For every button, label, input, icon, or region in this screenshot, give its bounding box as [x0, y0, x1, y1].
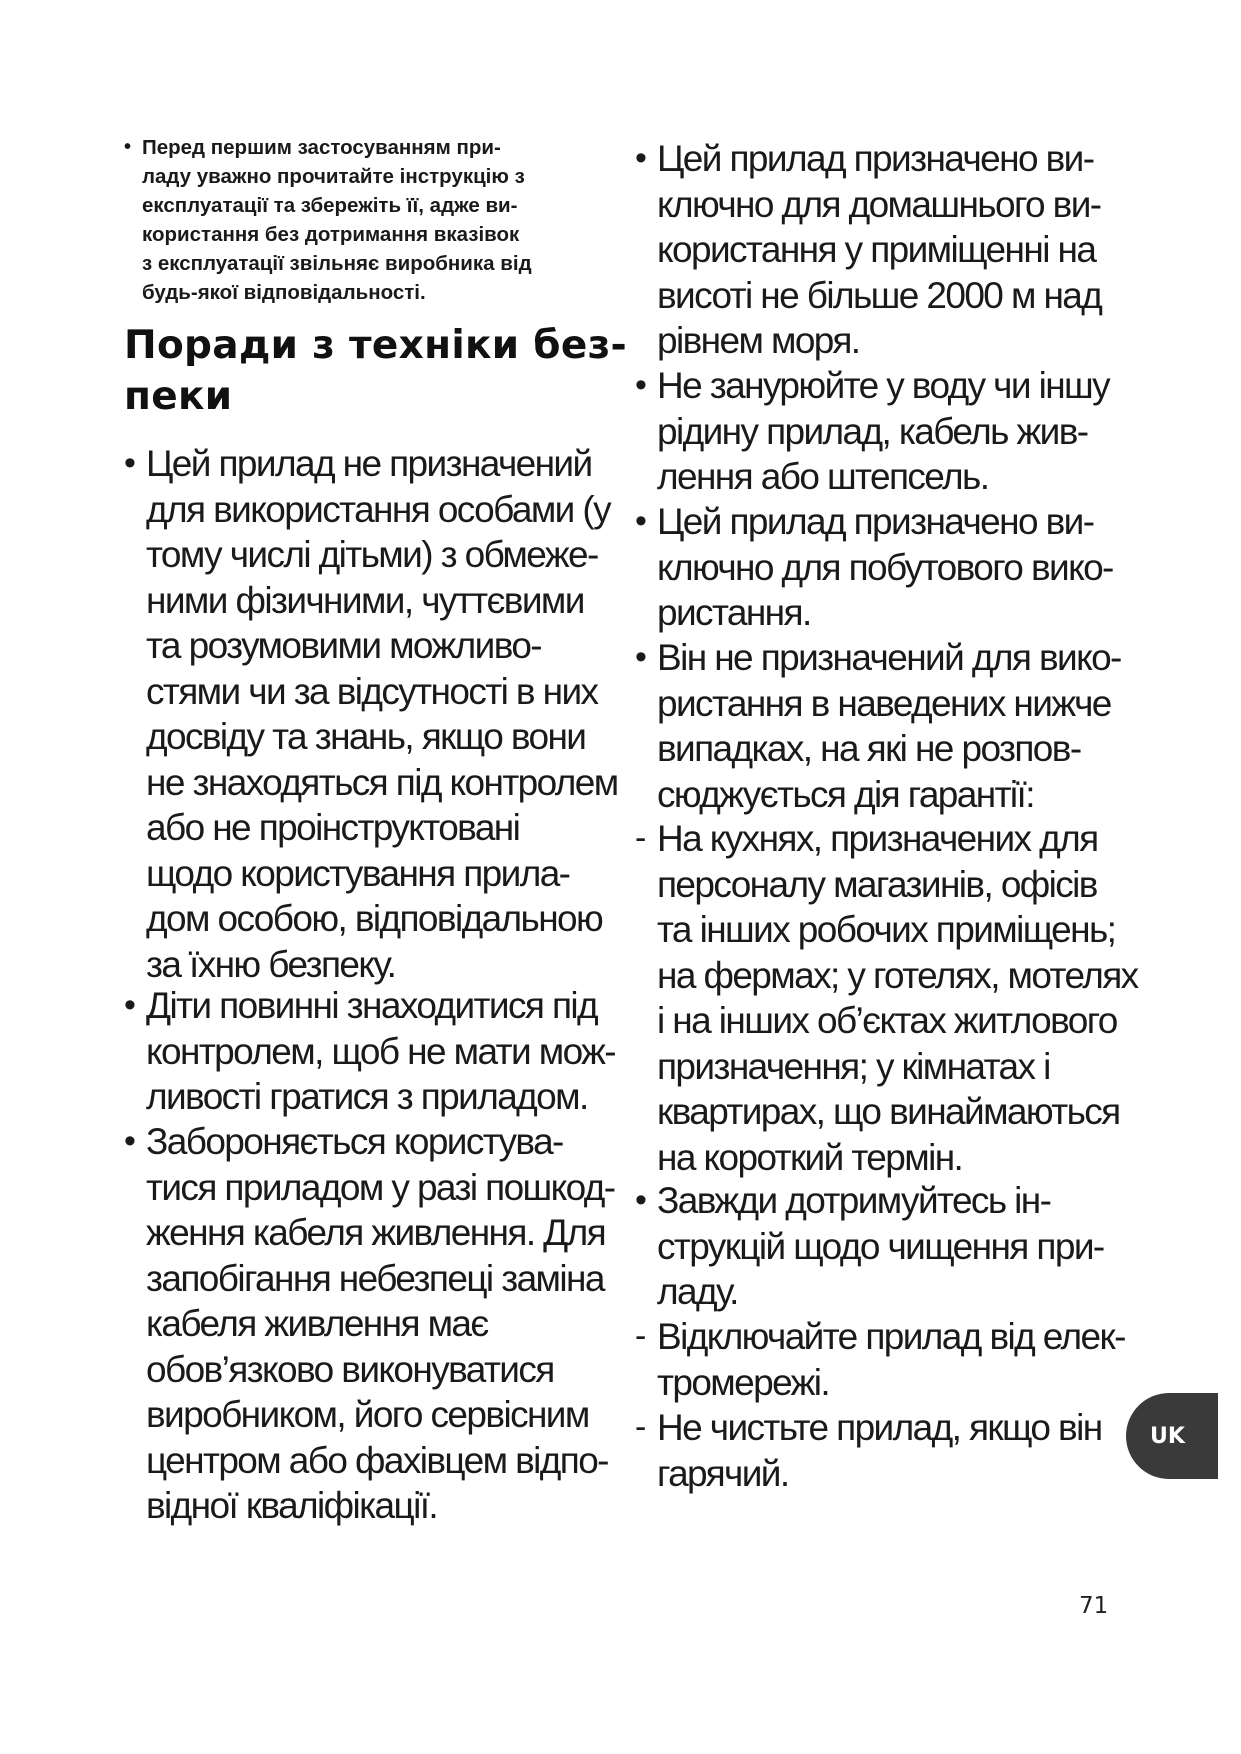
text-line: запобігання небезпеці заміна [146, 1257, 604, 1299]
text-line: Перед першим застосуванням при- [142, 136, 501, 159]
text-line: не знаходяться під контролем [146, 761, 618, 803]
text-line: Цей прилад призначено ви- [657, 501, 1094, 542]
bullet-marker: • [124, 1122, 135, 1160]
text-line: призначення; у кімнатах і [657, 1045, 1050, 1087]
text-line: ження кабеля живлення. Для [146, 1212, 606, 1253]
text-line: випадках, на які не розпов- [657, 728, 1081, 769]
text-line: експлуатації та збережіть її, адже ви- [142, 194, 518, 217]
text-line: виробником, його сервісним [146, 1394, 589, 1435]
text-line: досвіду та знань, якщо вони [146, 716, 586, 757]
text-line: струкцій щодо чищення при- [657, 1225, 1104, 1267]
text-line: рідину прилад, кабель жив- [657, 410, 1088, 452]
text-line: стями чи за відсутності в них [146, 670, 598, 712]
bullet-marker: • [124, 136, 132, 158]
dash-marker: - [635, 1408, 645, 1446]
text-line: та інших робочих приміщень; [657, 909, 1116, 950]
text-line: сюджується дія гарантії: [657, 773, 1034, 815]
text-line: за їхню безпеку. [146, 943, 396, 985]
text-line: ключно для побутового вико- [657, 546, 1113, 588]
text-line: щодо користування прила- [146, 852, 570, 894]
text-line: Він не призначений для вико- [657, 637, 1121, 678]
text-line: Не занурюйте у воду чи іншу [657, 365, 1110, 406]
safety-bullet [635, 635, 1121, 817]
text-line: дом особою, відповідальною [146, 898, 603, 939]
language-tab [1126, 1393, 1218, 1479]
section-heading [124, 320, 627, 422]
text-line: квартирах, що винаймаються [657, 1091, 1120, 1132]
text-line: на короткий термін. [657, 1136, 963, 1178]
bullet-marker: • [635, 502, 646, 540]
safety-bullet [635, 499, 1113, 636]
text-line: персоналу магазинів, офісів [657, 863, 1097, 905]
text-line: або не проінструктовані [146, 807, 520, 848]
text-line: обов’язково виконуватися [146, 1348, 554, 1390]
language-label: UK [1150, 1423, 1185, 1449]
text-line: гарячий. [657, 1452, 789, 1494]
dash-item [635, 1405, 1102, 1496]
heading-line: пеки [124, 374, 233, 419]
safety-bullet [124, 441, 618, 987]
text-line: тому числі дітьми) з обмеже- [146, 534, 598, 575]
bullet-marker: • [124, 986, 135, 1024]
text-line: з експлуатації звільняє виробника від [142, 252, 532, 275]
text-line: ристання в наведених нижче [657, 682, 1111, 724]
text-line: Забороняється користува- [146, 1121, 563, 1162]
text-line: ними фізичними, чуттєвими [146, 579, 584, 621]
text-line: відної кваліфікації. [146, 1485, 438, 1526]
bullet-marker: • [635, 1181, 646, 1219]
text-line: і на інших об’єктах житлового [657, 1000, 1117, 1041]
bullet-marker: • [635, 366, 646, 404]
safety-bullet [635, 363, 1109, 500]
bullet-marker: • [124, 444, 135, 482]
dash-item [635, 1314, 1125, 1405]
text-line: користання без дотримання вказівок [142, 223, 520, 246]
text-line: та розумовими можливо- [146, 625, 542, 666]
text-line: ристання. [657, 592, 811, 633]
text-line: лення або штепсель. [657, 456, 989, 497]
text-line: тромережі. [657, 1361, 830, 1403]
text-line: центром або фахівцем відпо- [146, 1439, 608, 1481]
text-line: на фермах; у готелях, мотелях [657, 954, 1138, 996]
text-line: Не чистьте прилад, якщо він [657, 1407, 1102, 1448]
safety-bullet [124, 1119, 615, 1529]
text-line: На кухнях, призначених для [657, 818, 1098, 859]
text-line: будь-якої відповідальності. [142, 281, 426, 304]
text-line: Цей прилад не призначений [146, 443, 592, 484]
text-line: кабеля живлення має [146, 1303, 488, 1344]
safety-bullet [635, 136, 1101, 364]
text-line: ливості гратися з приладом. [146, 1076, 588, 1117]
text-line: Цей прилад призначено ви- [657, 138, 1094, 179]
bullet-marker: • [635, 139, 646, 177]
page-number: 71 [1079, 1593, 1109, 1619]
text-line: для використання особами (у [146, 488, 611, 530]
heading-line: Поради з техніки без- [124, 323, 628, 368]
text-line: висоті не більше 2000 м над [657, 274, 1102, 316]
text-line: Завжди дотримуйтесь ін- [657, 1180, 1051, 1221]
dash-item [635, 816, 1138, 1180]
text-line: тися приладом у разі пошкод- [146, 1166, 615, 1208]
text-line: користання у приміщенні на [657, 229, 1096, 270]
text-line: Відключайте прилад від елек- [657, 1316, 1125, 1357]
text-line: Діти повинні знаходитися під [146, 985, 598, 1026]
dash-marker: - [635, 819, 645, 857]
safety-bullet [124, 983, 615, 1120]
text-line: рівнем моря. [657, 320, 860, 361]
intro-bullet [124, 133, 532, 307]
dash-marker: - [635, 1317, 645, 1355]
text-line: контролем, щоб не мати мож- [146, 1030, 616, 1072]
text-line: ключно для домашнього ви- [657, 183, 1101, 225]
text-line: ладу. [657, 1271, 738, 1312]
bullet-marker: • [635, 638, 646, 676]
text-line: ладу уважно прочитайте інструкцію з [142, 165, 525, 188]
safety-bullet [635, 1178, 1104, 1315]
